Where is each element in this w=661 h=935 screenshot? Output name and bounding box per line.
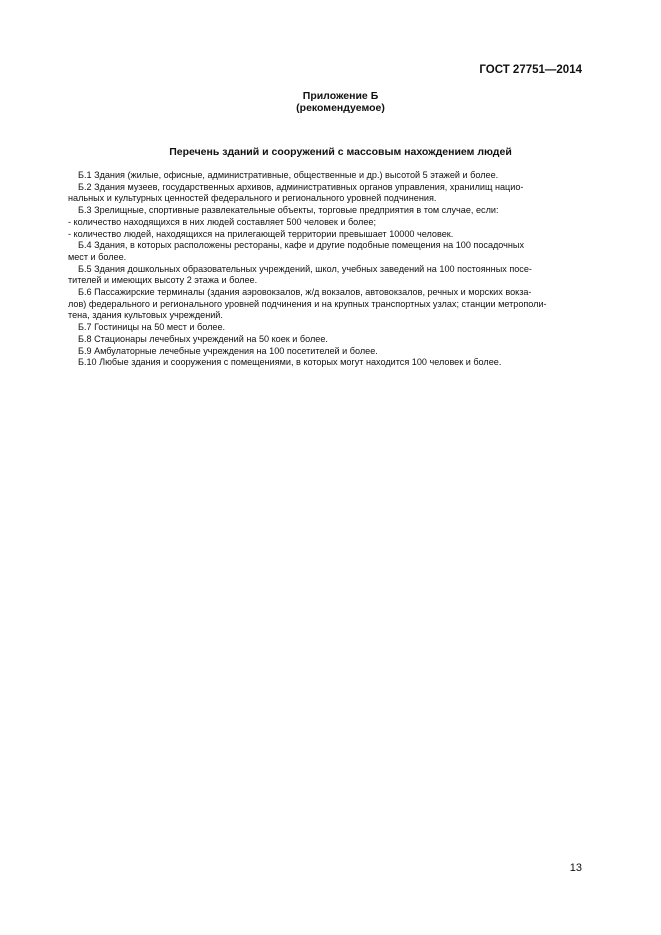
body-line: Б.7 Гостиницы на 50 мест и более. [78, 322, 226, 333]
body-line: нальных и культурных ценностей федерального и регионального уровней подчинения. [68, 193, 437, 204]
body-line: Б.10 Любые здания и сооружения с помещениями, в которых могут находится 100 человек и более. [78, 357, 502, 368]
body-line: тителей и имеющих высоту 2 этажа и более. [68, 275, 258, 286]
body-line: Б.2 Здания музеев, государственных архивов, административных органов управления, хранилищ нацио- [78, 181, 524, 192]
body-line: Б.5 Здания дошкольных образовательных учреждений, школ, учебных заведений на 100 постоянных посе- [78, 263, 532, 274]
section-title: Перечень зданий и сооружений с массовым нахождением людей [169, 146, 512, 158]
page-number: 13 [569, 862, 582, 874]
body-line: - количество находящихся в них людей составляет 500 человек и более; [68, 216, 376, 227]
body-line: мест и более. [68, 251, 127, 262]
body-line: тена, здания культовых учреждений. [68, 310, 223, 321]
body-line: Б.3 Зрелищные, спортивные развлекательные объекты, торговые предприятия в том случае, если: [78, 205, 499, 216]
appendix-status: (рекомендуемое) [296, 102, 385, 114]
body-line: Б.1 Здания (жилые, офисные, административные, общественные и др.) высотой 5 этажей и более. [78, 170, 499, 180]
appendix-label: Приложение Б [302, 90, 379, 102]
document-code: ГОСТ 27751—2014 [479, 64, 582, 76]
body-line: Б.9 Амбулаторные лечебные учреждения на 100 посетителей и более. [78, 345, 378, 356]
document-body [68, 170, 583, 369]
body-line: лов) федерального и регионального уровней подчинения и на крупных транспортных узлах; станции метрополи- [68, 298, 547, 309]
body-line: Б.8 Стационары лечебных учреждений на 50 коек и более. [78, 333, 328, 344]
body-line: Б.4 Здания, в которых расположены рестораны, кафе и другие подобные помещения на 100 посадочных [78, 240, 525, 251]
body-line: Б.6 Пассажирские терминалы (здания аэровокзалов, ж/д вокзалов, автовокзалов, речных и морских вокза- [78, 287, 532, 298]
body-line: - количество людей, находящихся на прилегающей территории превышает 10000 человек. [68, 228, 454, 239]
appendix-heading [0, 90, 661, 114]
